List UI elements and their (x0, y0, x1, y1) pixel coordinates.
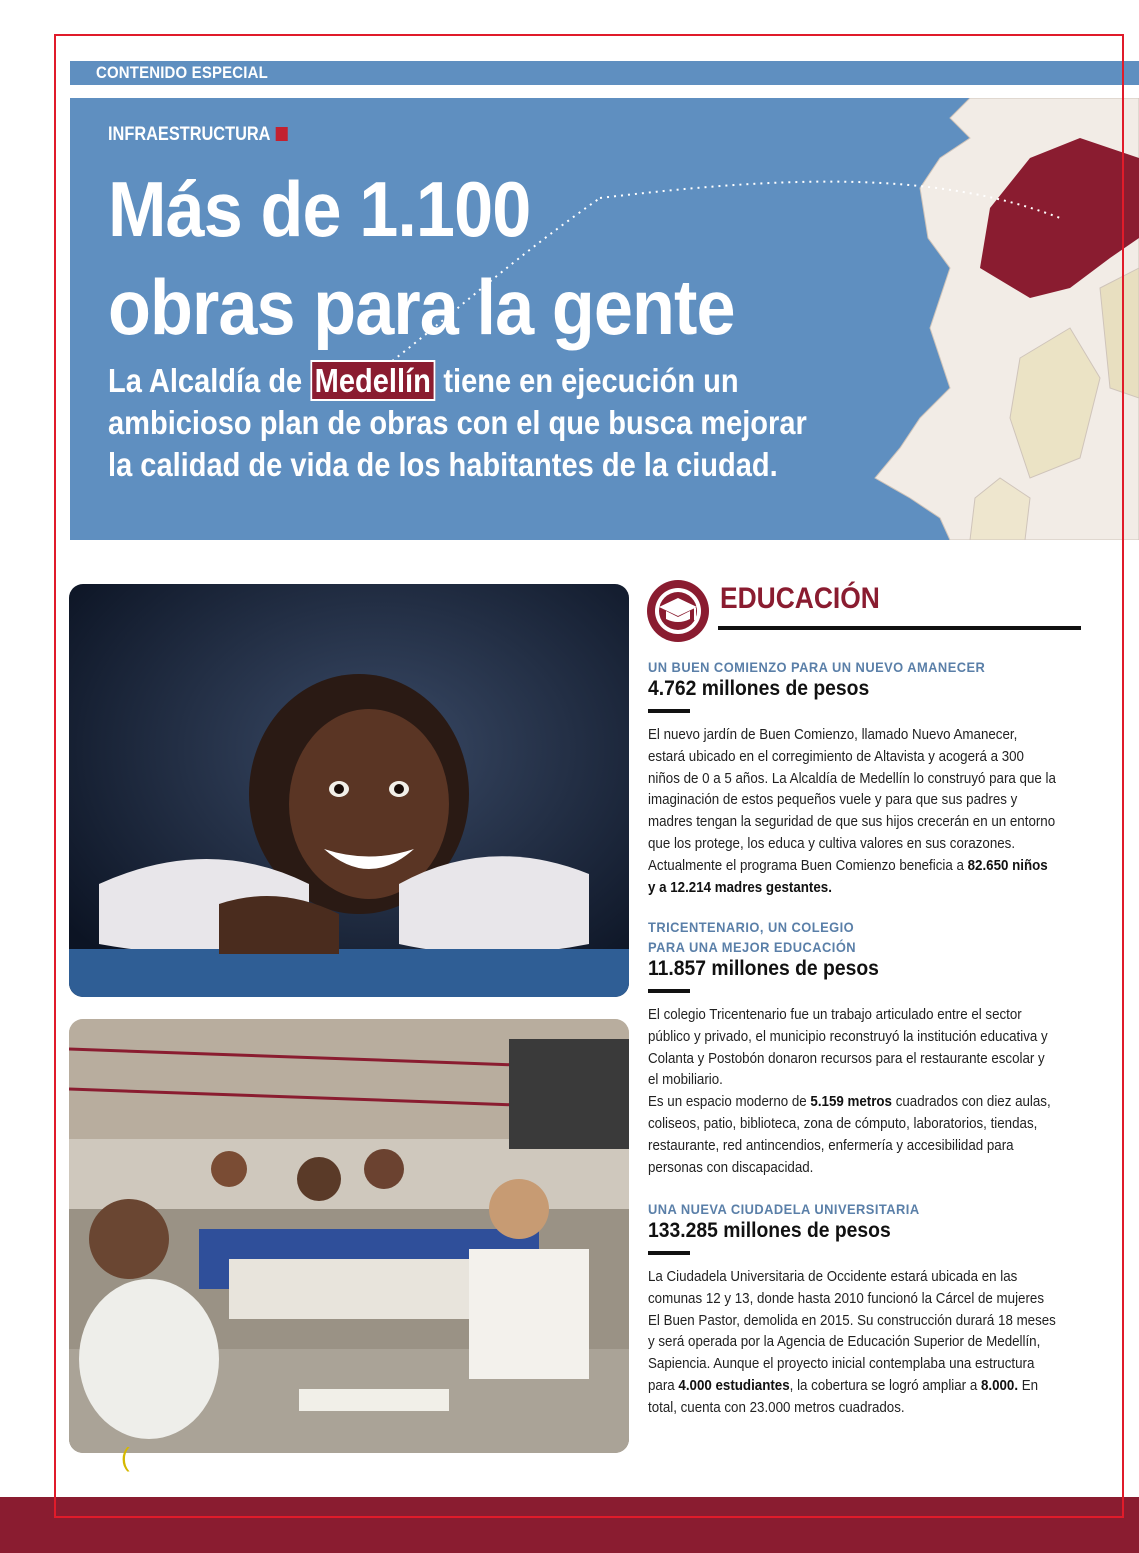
headline-line-2: obras para la gente (108, 263, 735, 351)
article-3-body (648, 1267, 1057, 1420)
article-3-text-a: La Ciudadela Universitaria de Occidente estará ubicada en las comunas 12 y 13, donde hasta 2010 funcionó la Cárcel de mujeres El Buen Pastor, demolida en 2015. Su construcción durará 18 meses y será operada por la Agencia de Educación Superior de Medellín, Sapiencia. Aunque el proyecto inicial contemplaba una estructura para (648, 1269, 1056, 1394)
article-3 (648, 1199, 1093, 1420)
photo-child (69, 584, 629, 997)
article-2-bold: 5.159 metros (810, 1094, 892, 1111)
article-2-rule (648, 989, 690, 993)
headline-line-1: Más de 1.100 (108, 165, 531, 253)
deck-highlight: Medellín (310, 360, 435, 401)
section-header-bar (70, 61, 1139, 85)
article-2-amount: 11.857 millones de pesos (648, 957, 879, 980)
deck-after: tiene en ejecución un ambicioso plan de obras con el que busca mejorar la calidad de vida de los habitantes de la ciudad. (108, 362, 807, 483)
article-3-kicker: UNA NUEVA CIUDADELA UNIVERSITARIA (648, 1201, 920, 1217)
article-1-bold: 82.650 niños y a 12.214 madres gestantes. (648, 857, 1048, 896)
yellow-mark-icon: ( (121, 1442, 130, 1472)
article-2-body-1: El colegio Tricentenario fue un trabajo articulado entre el sector público y privado, el municipio reconstruyó la institución educativa y Colanta y Postobón donaron recursos para el restaurante escolar y el mobiliario. (648, 1007, 1048, 1089)
education-title-rule (718, 626, 1081, 630)
article-2-text-c: cuadrados con diez aulas, coliseos, patio, biblioteca, zona de cómputo, laboratorios, tiendas, restaurante, red antincendios, enfermería y accesibilidad para personas con discapacidad. (648, 1094, 1051, 1176)
article-3-amount: 133.285 millones de pesos (648, 1219, 891, 1242)
education-title: EDUCACIÓN (720, 582, 880, 615)
hero-banner (70, 98, 1139, 540)
kicker-square-icon (276, 127, 288, 141)
deck (108, 360, 830, 486)
article-1-amount: 4.762 millones de pesos (648, 677, 870, 700)
photo-classroom (69, 1019, 629, 1453)
article-2-kicker-line-2: PARA UNA MEJOR EDUCACIÓN (648, 939, 857, 955)
article-2-kicker-line-1: TRICENTENARIO, UN COLEGIO (648, 919, 855, 935)
bottom-band (0, 1497, 1139, 1553)
article-3-rule (648, 1251, 690, 1255)
article-1-text: El nuevo jardín de Buen Comienzo, llamado Nuevo Amanecer, estará ubicado en el corregimiento de Altavista y acogerá a 300 niños de 0 a 5 años. La Alcaldía de Medellín lo construyó para que la imaginación de estos pequeños vuele y para que sus padres y madres tengan la seguridad de que sus hijos crecerán en un entorno que los protege, los educa y cultiva valores en sus corazones. Actualmente el programa Buen Comienzo beneficia a (648, 727, 1056, 874)
deck-before: La Alcaldía de (108, 362, 311, 399)
article-1-rule (648, 709, 690, 713)
article-2-text-a: Es un espacio moderno de (648, 1094, 811, 1111)
article-3-text-e: En total, cuenta con 23.000 metros cuadrados. (648, 1377, 1039, 1416)
article-2-body-2 (648, 1092, 1057, 1179)
article-1 (648, 657, 1093, 899)
category-kicker (108, 124, 288, 146)
article-2 (648, 917, 1093, 1179)
article-1-kicker: UN BUEN COMIENZO PARA UN NUEVO AMANECER (648, 659, 986, 675)
section-label: CONTENIDO ESPECIAL (96, 63, 268, 82)
graduation-cap-icon (647, 580, 709, 642)
article-3-bold-2: 8.000. (980, 1377, 1019, 1394)
article-3-text-c: , la cobertura se logró ampliar a (789, 1377, 981, 1394)
headline (108, 160, 735, 356)
category-kicker-text: INFRAESTRUCTURA (108, 124, 271, 145)
article-1-body (648, 725, 1057, 899)
article-3-bold-1: 4.000 estudiantes (678, 1377, 790, 1394)
